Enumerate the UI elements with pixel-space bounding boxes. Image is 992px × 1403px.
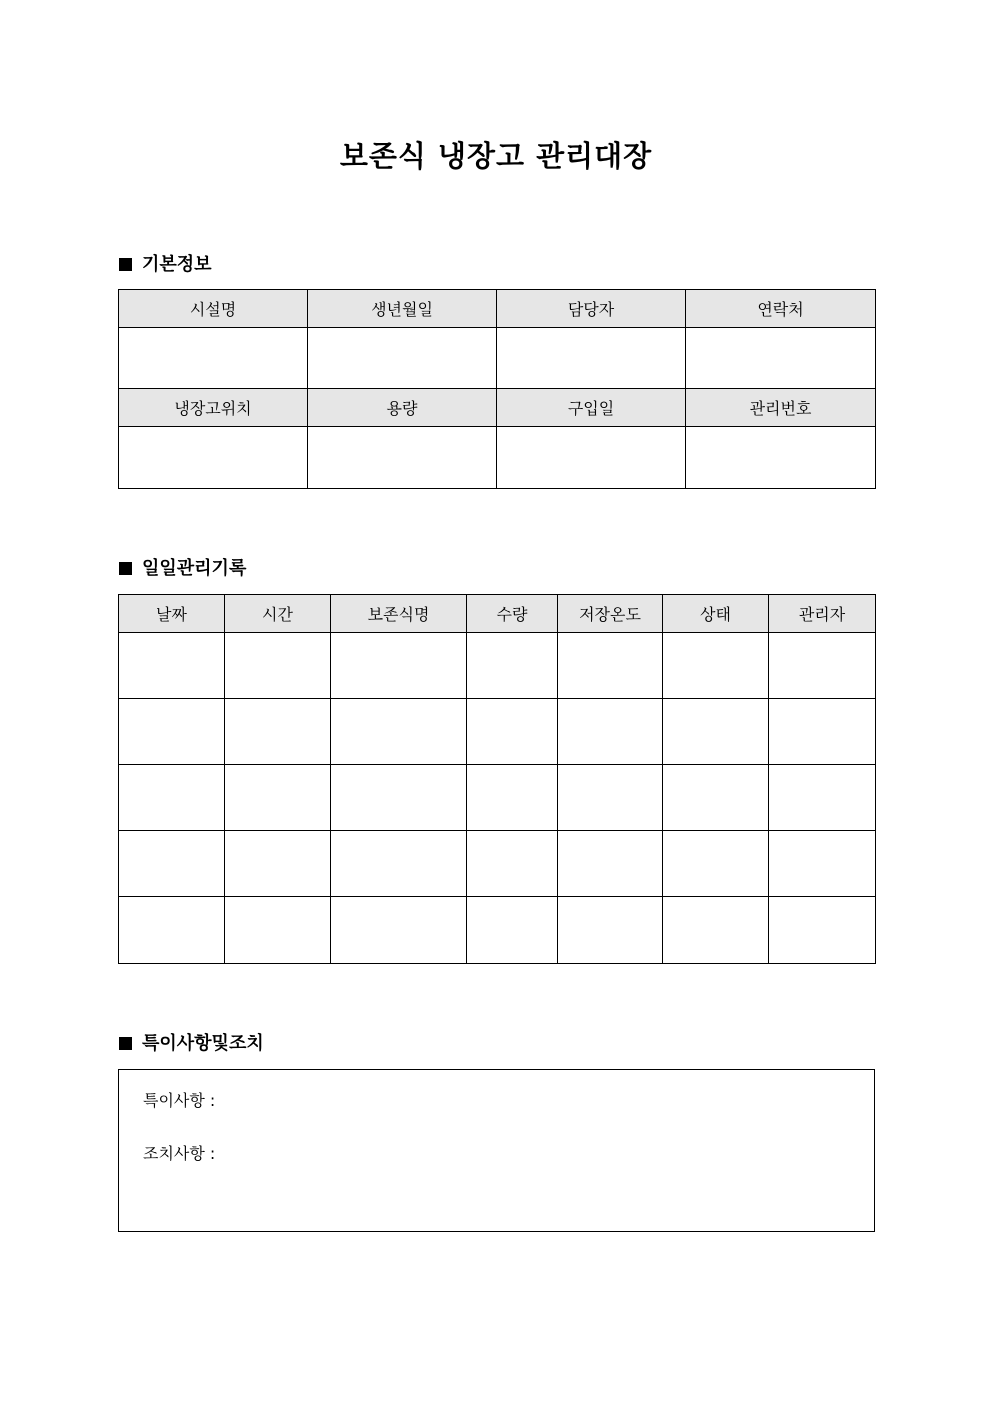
- food-name-cell[interactable]: [331, 699, 467, 765]
- table-row: [119, 765, 876, 831]
- basic-info-input-row: [119, 427, 876, 489]
- page-title: 보존식 냉장고 관리대장: [339, 139, 653, 173]
- status-cell[interactable]: [663, 765, 769, 831]
- time-cell[interactable]: [225, 633, 331, 699]
- administrator-cell[interactable]: [769, 765, 876, 831]
- basic-info-input-row: [119, 328, 876, 389]
- quantity-cell[interactable]: [467, 831, 558, 897]
- time-cell[interactable]: [225, 699, 331, 765]
- daily-log-header-row: [119, 595, 876, 633]
- time-cell[interactable]: [225, 897, 331, 964]
- section-heading-label: 기본정보: [142, 254, 212, 275]
- status-cell[interactable]: [663, 699, 769, 765]
- black-square-icon: [119, 258, 132, 271]
- administrator-cell[interactable]: [769, 831, 876, 897]
- header-cell-purchase-date: 구입일: [497, 389, 686, 427]
- quantity-cell[interactable]: [467, 765, 558, 831]
- food-name-cell[interactable]: [331, 831, 467, 897]
- basic-info-header-row: [119, 290, 876, 328]
- header-cell-date: 날짜: [119, 595, 225, 633]
- basic-info-header-row: [119, 389, 876, 427]
- header-cell-facility-name: 시설명: [119, 290, 308, 328]
- header-cell-contact: 연락처: [686, 290, 876, 328]
- header-cell-capacity: 용량: [308, 389, 497, 427]
- facility-name-field[interactable]: [119, 328, 308, 389]
- administrator-cell[interactable]: [769, 699, 876, 765]
- food-name-cell[interactable]: [331, 897, 467, 964]
- date-cell[interactable]: [119, 831, 225, 897]
- administrator-cell[interactable]: [769, 633, 876, 699]
- date-cell[interactable]: [119, 633, 225, 699]
- section-heading-notes: [119, 1032, 264, 1056]
- header-cell-quantity: 수량: [467, 595, 558, 633]
- header-cell-birth-date: 생년월일: [308, 290, 497, 328]
- status-cell[interactable]: [663, 897, 769, 964]
- table-row: [119, 633, 876, 699]
- daily-log-table: [118, 594, 876, 964]
- notes-box[interactable]: [118, 1069, 875, 1232]
- status-cell[interactable]: [663, 831, 769, 897]
- administrator-cell[interactable]: [769, 897, 876, 964]
- section-heading-basic-info: [119, 253, 212, 277]
- storage-temp-cell[interactable]: [558, 633, 663, 699]
- header-cell-time: 시간: [225, 595, 331, 633]
- time-cell[interactable]: [225, 765, 331, 831]
- header-cell-food-name: 보존식명: [331, 595, 467, 633]
- manager-field[interactable]: [497, 328, 686, 389]
- contact-field[interactable]: [686, 328, 876, 389]
- food-name-cell[interactable]: [331, 765, 467, 831]
- date-cell[interactable]: [119, 699, 225, 765]
- table-row: [119, 699, 876, 765]
- section-heading-label: 특이사항및조치: [142, 1033, 264, 1054]
- black-square-icon: [119, 1037, 132, 1050]
- black-square-icon: [119, 562, 132, 575]
- section-heading-label: 일일관리기록: [142, 558, 247, 579]
- table-row: [119, 897, 876, 964]
- basic-info-table: [118, 289, 876, 489]
- section-heading-daily-log: [119, 557, 246, 581]
- storage-temp-cell[interactable]: [558, 765, 663, 831]
- purchase-date-field[interactable]: [497, 427, 686, 489]
- date-cell[interactable]: [119, 897, 225, 964]
- header-cell-manager: 담당자: [497, 290, 686, 328]
- storage-temp-cell[interactable]: [558, 699, 663, 765]
- quantity-cell[interactable]: [467, 633, 558, 699]
- food-name-cell[interactable]: [331, 633, 467, 699]
- storage-temp-cell[interactable]: [558, 897, 663, 964]
- date-cell[interactable]: [119, 765, 225, 831]
- header-cell-storage-temp: 저장온도: [558, 595, 663, 633]
- header-cell-management-number: 관리번호: [686, 389, 876, 427]
- quantity-cell[interactable]: [467, 897, 558, 964]
- header-cell-fridge-location: 냉장고위치: [119, 389, 308, 427]
- management-number-field[interactable]: [686, 427, 876, 489]
- birth-date-field[interactable]: [308, 328, 497, 389]
- storage-temp-cell[interactable]: [558, 831, 663, 897]
- quantity-cell[interactable]: [467, 699, 558, 765]
- time-cell[interactable]: [225, 831, 331, 897]
- action-notes-label: 조치사항 :: [143, 1144, 216, 1163]
- table-row: [119, 831, 876, 897]
- capacity-field[interactable]: [308, 427, 497, 489]
- status-cell[interactable]: [663, 633, 769, 699]
- fridge-location-field[interactable]: [119, 427, 308, 489]
- special-notes-label: 특이사항 :: [143, 1091, 216, 1110]
- header-cell-administrator: 관리자: [769, 595, 876, 633]
- header-cell-status: 상태: [663, 595, 769, 633]
